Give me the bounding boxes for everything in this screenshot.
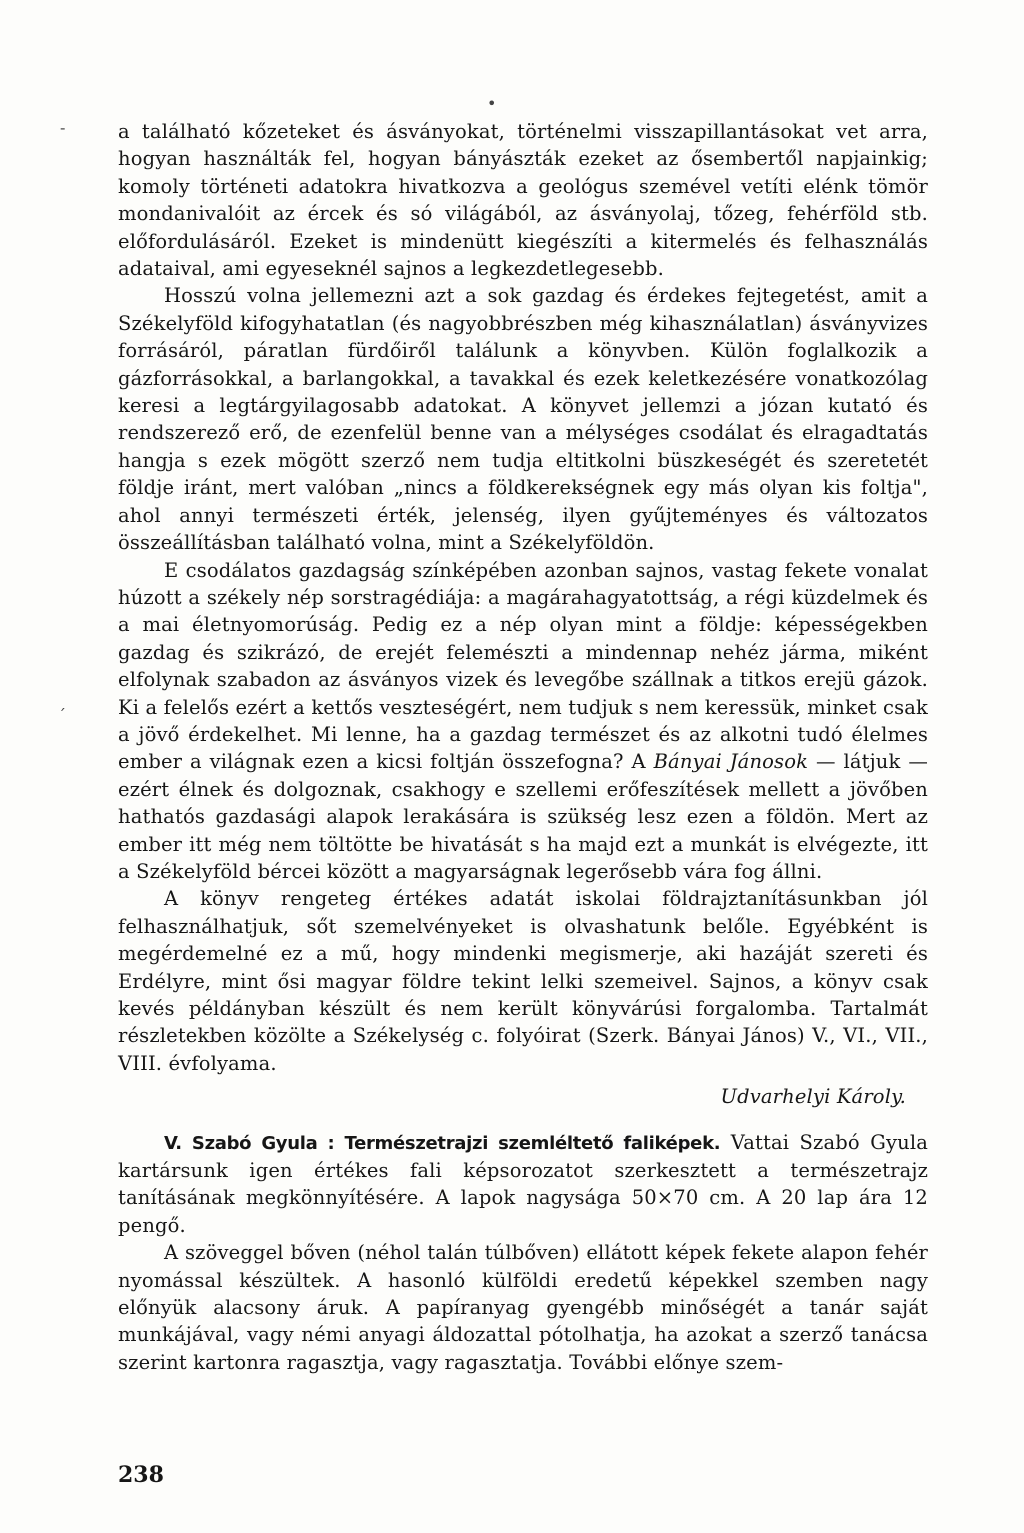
paragraph: A könyv rengeteg értékes adatát iskolai földrajztanításunkban jól felhasználhatjuk, sőt szemelvényeket is olvashatunk belőle. Egyébként is megérdemelné ez a mű, hogy mindenki megismerje, aki hazáját szereti és Erdélyre, mint ősi magyar földre tekint lelki szemeivel. Sajnos, a könyv csak kevés példányban készült és nem került könyvárúsi forgalomba. Tartalmát részletekben közölte a Székelység c. folyóirat (Szerk. Bányai János) V., VI., VII., VIII. évfolyama. <box>118 887 928 1075</box>
paragraph-text: Vattai Szabó Gyula kartársunk igen értékes fali képsorozatot szerkesztett a természetrajz tanításának megkönnyítésére. A lapok nagysága 50×70 cm. A 20 lap ára 12 pengő. <box>118 1130 928 1237</box>
paragraph: A szöveggel bőven (néhol talán túlbőven) ellátott képek fekete alapon fehér nyomással készültek. A hasonló külföldi eredetű képekkel szemben nagy előnyük alacsony áruk. A papíranyag gyengébb minőségét a tanár saját munkájával, vagy némi anyagi áldozattal pótolhatja, ha azokat a szerző tanácsa szerint kartonra ragasztja, vagy ragasztatja. További előnye szem- <box>118 1241 928 1374</box>
review-paragraph <box>118 1129 928 1240</box>
paragraph <box>118 557 928 886</box>
paragraph: Hosszú volna jellemezni azt a sok gazdag és érdekes fejtegetést, amit a Székelyföld kifogyhatatlan (és nagyobbrészben még kihasználatlan) ásványvizes forrásáról, páratlan fürdőiről találunk a könyvben. Külön foglalkozik a gázforrásokkal, a barlangokkal, a tavakkal és ezek keletkezésére vonatkozólag keresi a legtárgyilagosabb adatokat. A könyvet jellemzi a józan kutató és rendszerező erő, de ezenfelül benne van a mélységes csodálat és elragadtatás hangja s ezek mögött szerző nem tudja eltitkolni büszkeségét és szeretetét földje iránt, mert valóban „nincs a földkerekségnek egy más olyan kis foltja", ahol annyi természeti érték, jelenség, ilyen gyűjteményes és változatos összeállításban található volna, mint a Székelyföldön. <box>118 284 928 555</box>
margin-mark: - <box>60 118 66 137</box>
ink-dot: • <box>487 94 497 113</box>
italic-name: Bányai Jánosok <box>653 750 809 774</box>
author-signature: Udvarhelyi Károly. <box>720 1085 906 1109</box>
review-heading: V. Szabó Gyula : Természetrajzi szemléltető faliképek. <box>164 1132 721 1154</box>
paragraph: a található kőzeteket és ásványokat, történelmi visszapillantásokat vet arra, hogyan használták fel, hogyan bányászták ezeket az ősembertől napjainkig; komoly történeti adatokra hivatkozva a geológus szemével vetíti elénk tömör mondanivalóit az ércek és só világából, az ásványolaj, tőzeg, fehérföld stb. előfordulásáról. Ezeket is mindenütt kiegészíti a kitermelés és felhasználás adataival, ami egyeseknél sajnos a legkezdetlegesebb. <box>118 120 928 281</box>
page-number: 238 <box>118 1462 164 1488</box>
paragraph-text: — látjuk — ezért élnek és dolgoznak, csakhogy e szellemi erőfeszítések mellett a jövőben hathatós gazdasági alapok lerakására is szükség lesz ezen a földön. Mert az ember itt még nem töltötte be hivatását s ha majd ezt a munkát is elvégezte, itt a Székelyföld bércei között a magyarságnak legerősebb vára fog állni. <box>118 750 928 883</box>
paragraph-text: E csodálatos gazdagság színképében azonban sajnos, vastag fekete vonalat húzott a székely nép sorstragédiája: a magárahagyatottság, a régi küzdelmek és a mai életnyomorúság. Pedig ez a nép olyan mint a földje: képességekben gazdag és szikrázó, de erejét felemészti a mindennap nehéz járma, miként elfolynak szabadon az ásványos vizek és levegőbe szállnak a titkos erejü gázok. Ki a felelős ezért a kettős veszteségért, nem tudjuk s nem keressük, minket csak a jövő érdekelhet. Mi lenne, ha a gazdag természet és az alkotni tudó élelmes ember a világnak ezen a kicsi foltján összefogna? A <box>118 558 928 774</box>
margin-mark: ´ <box>58 706 66 725</box>
body-text <box>118 118 928 1376</box>
